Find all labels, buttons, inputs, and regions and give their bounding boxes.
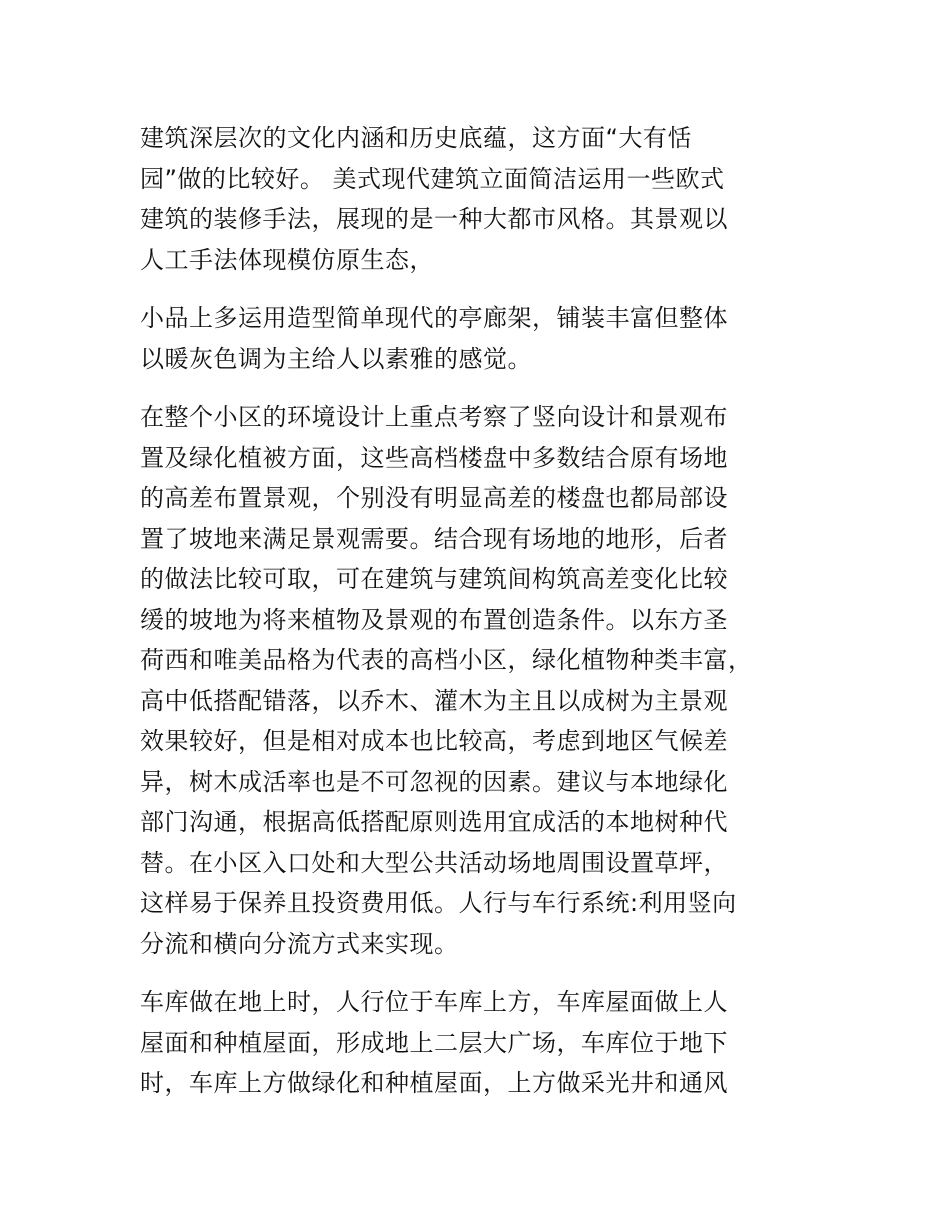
text-line: 时，车库上方做绿化和种植屋面，上方做采光井和通风 (140, 1069, 728, 1097)
text-line: 替。在小区入口处和大型公共活动场地周围设置草坪， (140, 848, 728, 877)
document-body (140, 118, 820, 1122)
text-line: 人工手法体现模仿原生态， (140, 245, 434, 274)
text-line: 效果较好，但是相对成本也比较高，考虑到地区气候差 (140, 727, 728, 755)
text-line: 分流和横向分流方式来实现。 (140, 929, 459, 958)
text-line: 异，树木成活率也是不可忽视的因素。建议与本地绿化 (140, 767, 728, 796)
text-line: 车库做在地上时，人行位于车库上方，车库屋面做上人 (140, 988, 728, 1016)
text-line: 部门沟通，根据高低搭配原则选用宜成活的本地树种代 (140, 808, 728, 836)
text-line: 在整个小区的环境设计上重点考察了竖向设计和景观布 (140, 403, 728, 431)
text-line: 荷西和唯美品格为代表的高档小区，绿化植物种类丰富， (140, 646, 753, 674)
paragraph-1 (140, 118, 820, 280)
text-line: 的做法比较可取，可在建筑与建筑间构筑高差变化比较 (140, 565, 728, 593)
text-line: 建筑深层次的文化内涵和历史底蕴，这方面“大有恬 (140, 124, 692, 152)
text-line: 以暖灰色调为主给人以素雅的感觉。 (140, 344, 532, 373)
text-line: 高中低搭配错落，以乔木、灌木为主且以成树为主景观 (140, 686, 728, 715)
paragraph-3 (140, 397, 820, 964)
text-line: 置了坡地来满足景观需要。结合现有场地的地形，后者 (140, 524, 728, 553)
text-line: 建筑的装修手法，展现的是一种大都市风格。其景观以 (140, 205, 728, 233)
text-line: 缓的坡地为将来植物及景观的布置创造条件。以东方圣 (140, 605, 728, 634)
paragraph-2 (140, 298, 820, 379)
text-line: 这样易于保养且投资费用低。人行与车行系统:利用竖向 (140, 889, 737, 917)
text-line: 小品上多运用造型简单现代的亭廊架，铺装丰富但整体 (140, 304, 728, 332)
text-line: 园”做的比较好。 美式现代建筑立面简洁运用一些欧式 (140, 164, 725, 193)
text-line: 的高差布置景观，个别没有明显高差的楼盘也都局部设 (140, 484, 728, 512)
paragraph-4 (140, 982, 820, 1104)
text-line: 屋面和种植屋面，形成地上二层大广场，车库位于地下 (140, 1028, 728, 1057)
text-line: 置及绿化植被方面，这些高档楼盘中多数结合原有场地 (140, 443, 728, 472)
